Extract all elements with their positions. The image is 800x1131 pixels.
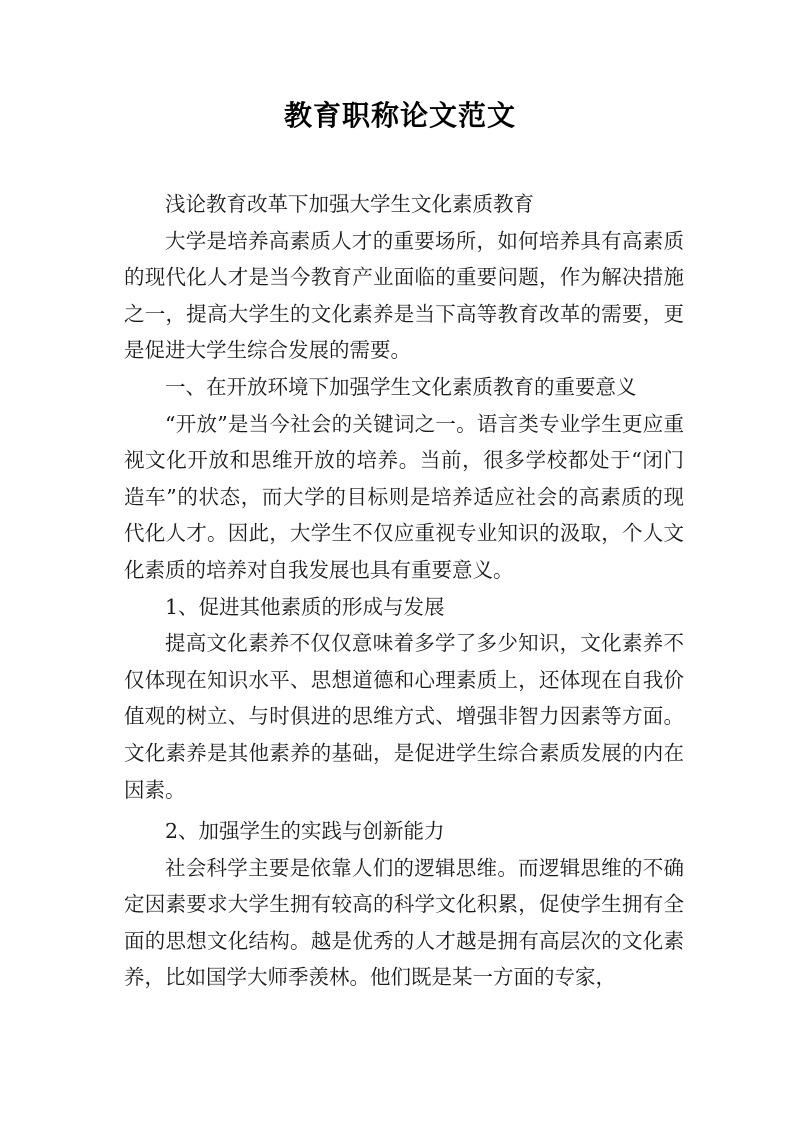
paragraph-intro: 大学是培养高素质人才的重要场所，如何培养具有高素质的现代化人才是当今教育产业面临的重要问题，作为解决措施之一，提高大学生的文化素养是当下高等教育改革的需要，更是促进大学生综合发展的需要。 <box>124 228 684 363</box>
section-heading-1: 一、在开放环境下加强学生文化素质教育的重要意义 <box>165 374 637 399</box>
paragraph-logical-thinking: 社会科学主要是依靠人们的逻辑思维。而逻辑思维的不确定因素要求大学生拥有较高的科学文化积累，促使学生拥有全面的思想文化结构。越是优秀的人才越是拥有高层次的文化素养，比如国学大师季羡林。他们既是某一方面的专家， <box>124 855 684 990</box>
article-title: 浅论教育改革下加强大学生文化素质教育 <box>165 192 534 216</box>
document-title: 教育职称论文范文 <box>283 99 516 132</box>
subsection-heading-2: 2、加强学生的实践与创新能力 <box>165 819 445 844</box>
subsection-heading-1: 1、促进其他素质的形成与发展 <box>165 594 445 619</box>
paragraph-openness: “开放”是当今社会的关键词之一。语言类专业学生更应重视文化开放和思维开放的培养。当前，很多学校都处于“闭门造车”的状态，而大学的目标则是培养适应社会的高素质的现代化人才。因此，大学生不仅应重视专业知识的汲取，个人文化素质的培养对自我发展也具有重要意义。 <box>124 411 684 582</box>
paragraph-cultural-literacy: 提高文化素养不仅仅意味着多学了多少知识，文化素养不仅体现在知识水平、思想道德和心理素质上，还体现在自我价值观的树立、与时俱进的思维方式、增强非智力因素等方面。文化素养是其他素养的基础，是促进学生综合素质发展的内在因素。 <box>124 631 684 802</box>
document-body <box>124 186 684 996</box>
